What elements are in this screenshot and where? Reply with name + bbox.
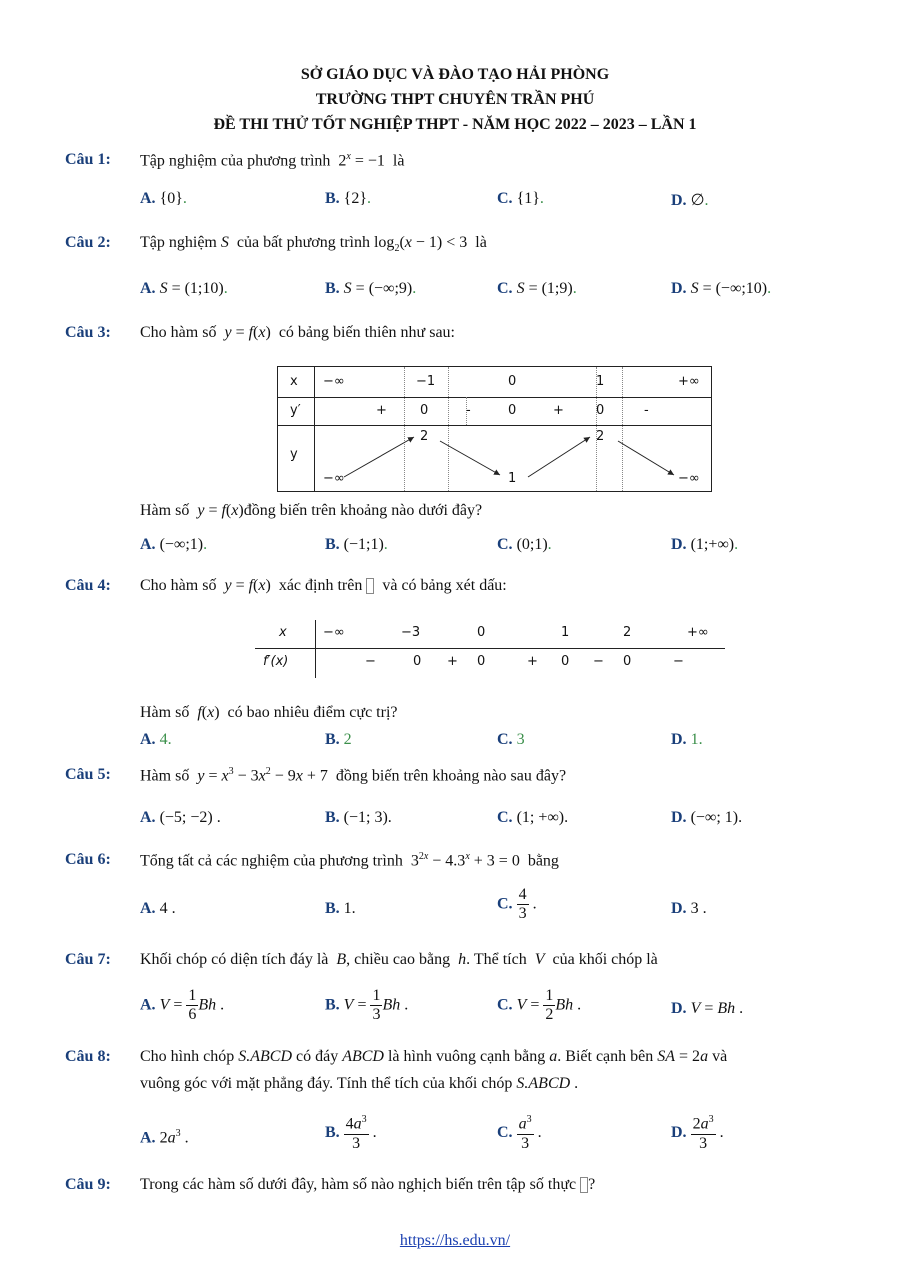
table2-x-value: −3: [401, 625, 421, 640]
q2-choice-d[interactable]: D. S = (−∞;10).: [671, 280, 772, 297]
table1-sign: 0: [508, 403, 517, 418]
q4-choice-c[interactable]: C. 3: [497, 731, 525, 748]
table1-y-value: 2: [596, 429, 605, 444]
q2-choice-a[interactable]: A. S = (1;10).: [140, 280, 228, 297]
question-4-subtext: Hàm số f(x) có bao nhiêu điểm cực trị?: [140, 704, 398, 721]
q3-choice-d[interactable]: D. (1;+∞).: [671, 536, 739, 553]
q4-choice-b[interactable]: B. 2: [325, 731, 352, 748]
question-4-label: Câu 4:: [65, 577, 111, 594]
question-5-text: Hàm số $y = x^3 - 3x^2 - 9x + 7$ đồng biến trên khoảng nào sau đây?: [140, 766, 567, 785]
q3-choice-b[interactable]: B. (−1;1).: [325, 536, 388, 553]
table2-x-value: 1: [561, 625, 570, 640]
table2-sign: 0: [477, 654, 486, 669]
q6-choice-c[interactable]: C. $\frac{4}{3}$ .: [497, 886, 537, 923]
q1-choice-a[interactable]: A. {0}.: [140, 190, 187, 207]
question-8-label: Câu 8:: [65, 1048, 111, 1065]
header-line-1: SỞ GIÁO DỤC VÀ ĐÀO TẠO HẢI PHÒNG: [300, 66, 610, 83]
table2-fprime-label: f′(x): [263, 654, 289, 669]
table1-y-value: 2: [420, 429, 429, 444]
table2-sign: −: [673, 654, 684, 669]
q8-choice-a[interactable]: A. $2a^3$ .: [140, 1128, 189, 1147]
question-6-text: Tổng tất cả các nghiệm của phương trình $3^{2x} - 4.3^x + 3 = 0$ bằng: [140, 851, 559, 870]
table1-yprime-label: y′: [290, 403, 301, 418]
q8-choice-c[interactable]: C. $\frac{a^3}{3}$ .: [497, 1114, 542, 1152]
question-3-subtext: Hàm số y = f(x)đồng biến trên khoảng nào dưới đây?: [140, 502, 483, 519]
table1-sign: -: [644, 403, 649, 418]
table1-y-value: −∞: [678, 471, 700, 486]
table1-sign: +: [376, 403, 387, 418]
variation-table: [277, 366, 712, 492]
q7-choice-c[interactable]: C. V = $\frac{1}{2}$ Bh .: [497, 987, 582, 1024]
footer: [0, 1232, 910, 1250]
q4-choice-d[interactable]: D. 1.: [671, 731, 703, 748]
footer-link[interactable]: https://hs.edu.vn/: [399, 1232, 511, 1249]
q1-choice-c[interactable]: C. {1}.: [497, 190, 544, 207]
q7-choice-d[interactable]: D. V = Bh .: [671, 1000, 744, 1017]
q6-choice-a[interactable]: A. 4 .: [140, 900, 176, 917]
table2-x-value: 2: [623, 625, 632, 640]
header-line-2: TRƯỜNG THPT CHUYÊN TRẦN PHÚ: [315, 91, 595, 108]
table2-x-value: −∞: [323, 625, 345, 640]
table2-sign: +: [527, 654, 538, 669]
question-1-text: Tập nghiệm của phương trình $2^x = -1$ là: [140, 151, 405, 170]
q7-choice-b[interactable]: B. V = $\frac{1}{3}$ Bh .: [325, 987, 409, 1024]
table2-sign: 0: [623, 654, 632, 669]
table2-sign: −: [365, 654, 376, 669]
q1-choice-b[interactable]: B. {2}.: [325, 190, 372, 207]
q6-choice-d[interactable]: D. 3 .: [671, 900, 707, 917]
q3-choice-c[interactable]: C. (0;1).: [497, 536, 552, 553]
question-6-label: Câu 6:: [65, 851, 111, 868]
question-9-label: Câu 9:: [65, 1176, 111, 1193]
q2-choice-b[interactable]: B. S = (−∞;9).: [325, 280, 417, 297]
q8-choice-d[interactable]: D. $\frac{2a^3}{3}$ .: [671, 1114, 724, 1152]
q2-choice-c[interactable]: C. S = (1;9).: [497, 280, 577, 297]
question-5-label: Câu 5:: [65, 766, 111, 783]
variation-arrows: [278, 367, 711, 491]
table2-sign: 0: [413, 654, 422, 669]
table1-sign: -: [466, 403, 471, 418]
table2-x-value: +∞: [687, 625, 709, 640]
q6-choice-b[interactable]: B. 1.: [325, 900, 356, 917]
table1-x-value: +∞: [678, 374, 700, 389]
table1-x-value: 0: [508, 374, 517, 389]
q5-choice-a[interactable]: A. (−5; −2) .: [140, 809, 221, 826]
question-7-text: Khối chóp có diện tích đáy là B, chiều cao bằng h. Thể tích V của khối chóp là: [140, 951, 658, 968]
q3-choice-a[interactable]: A. (−∞;1).: [140, 536, 208, 553]
table1-x-label: x: [290, 374, 298, 389]
table2-x-label: x: [279, 625, 287, 640]
table2-sign: 0: [561, 654, 570, 669]
q5-choice-c[interactable]: C. (1; +∞).: [497, 809, 569, 826]
table1-x-value: −1: [416, 374, 436, 389]
table1-y-label: y: [290, 447, 298, 462]
header-line-3: ĐỀ THI THỬ TỐT NGHIỆP THPT - NĂM HỌC 2022 – 2023 – LẦN 1: [213, 116, 697, 133]
q4-choice-a[interactable]: A. 4.: [140, 731, 172, 748]
table1-x-value: 1: [596, 374, 605, 389]
table1-sign: 0: [420, 403, 429, 418]
question-7-label: Câu 7:: [65, 951, 111, 968]
question-3-label: Câu 3:: [65, 324, 111, 341]
table2-sign: −: [593, 654, 604, 669]
question-8-text: Cho hình chóp S.ABCD có đáy ABCD là hình vuông cạnh bằng a. Biết cạnh bên SA = 2a và: [140, 1048, 728, 1065]
table1-sign: +: [553, 403, 564, 418]
sign-table: [255, 620, 725, 678]
q5-choice-d[interactable]: D. (−∞; 1).: [671, 809, 743, 826]
question-4-text: Cho hàm số y = f(x) xác định trên và có bảng xét dấu:: [140, 577, 507, 594]
table2-x-value: 0: [477, 625, 486, 640]
table1-sign: 0: [596, 403, 605, 418]
question-2-text: Tập nghiệm S của bất phương trình $\log_2(x - 1) < 3$ là: [140, 234, 487, 255]
table1-x-value: −∞: [323, 374, 345, 389]
question-9-text: Trong các hàm số dưới đây, hàm số nào nghịch biến trên tập số thực ?: [140, 1176, 596, 1193]
q7-choice-a[interactable]: A. V = $\frac{1}{6}$ Bh .: [140, 987, 225, 1024]
q1-choice-d[interactable]: D. ∅.: [671, 192, 709, 209]
question-2-label: Câu 2:: [65, 234, 111, 251]
table1-y-value: 1: [508, 471, 517, 486]
q5-choice-b[interactable]: B. (−1; 3).: [325, 809, 392, 826]
q8-choice-b[interactable]: B. $\frac{4a^3}{3}$ .: [325, 1114, 377, 1152]
question-3-text: Cho hàm số y = f(x) có bảng biến thiên như sau:: [140, 324, 455, 341]
table2-sign: +: [447, 654, 458, 669]
table1-y-value: −∞: [323, 471, 345, 486]
question-1-label: Câu 1:: [65, 151, 111, 168]
question-8-text-line-2: vuông góc với mặt phẳng đáy. Tính thể tích của khối chóp S.ABCD .: [140, 1075, 579, 1092]
